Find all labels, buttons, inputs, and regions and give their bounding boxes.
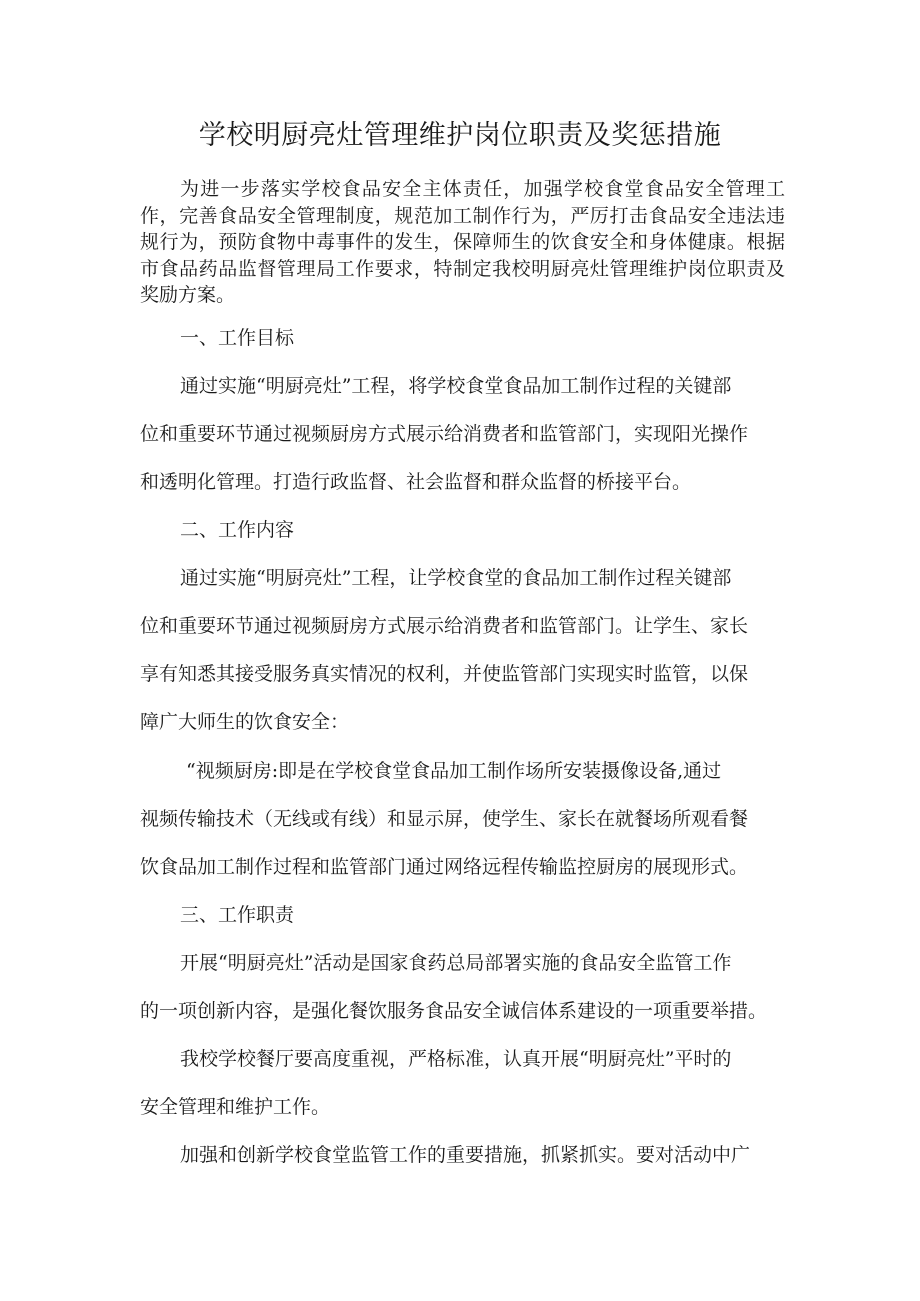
section1-line: 位和重要环节通过视频厨房方式展示给消费者和监管部门，实现阳光操作: [140, 423, 749, 445]
quote-line: 饮食品加工制作过程和监管部门通过网络远程传输监控厨房的展现形式。: [140, 856, 749, 878]
section2-line: 享有知悉其接受服务真实情况的权利，并使监管部门实现实时监管，以保: [140, 663, 749, 685]
quote-line: “视频厨房:即是在学校食堂食品加工制作场所安装摄像设备,通过: [186, 760, 722, 782]
section3-line: 加强和创新学校食堂监管工作的重要措施，抓紧抓实。要对活动中广: [180, 1144, 751, 1166]
section3-line: 开展“明厨亮灶”活动是国家食药总局部署实施的食品安全监管工作: [180, 952, 732, 974]
intro-paragraph: 为进一步落实学校食品安全主体责任，加强学校食堂食品安全管理工作，完善食品安全管理制度，规范加工制作行为，严厉打击食品安全违法违规行为，预防食物中毒事件的发生，保障师生的饮食安全和身体健康。根据市食品药品监督管理局工作要求，特制定我校明厨亮灶管理维护岗位职责及奖励方案。: [140, 178, 785, 306]
section1-line: 和透明化管理。打造行政监督、社会监督和群众监督的桥接平台。: [140, 471, 692, 493]
section3-line: 的一项创新内容，是强化餐饮服务食品安全诚信体系建设的一项重要举措。: [140, 1000, 768, 1022]
section-heading-duties: 三、工作职责: [180, 904, 295, 926]
document-title: 学校明厨亮灶管理维护岗位职责及奖惩措施: [198, 120, 722, 151]
section3-line: 我校学校餐厅要高度重视，严格标准，认真开展“明厨亮灶”平时的: [180, 1048, 732, 1070]
section3-line: 安全管理和维护工作。: [140, 1096, 331, 1118]
quote-line: 视频传输技术（无线或有线）和显示屏，使学生、家长在就餐场所观看餐: [140, 808, 749, 830]
section2-line: 障广大师生的饮食安全：: [140, 711, 350, 733]
section2-line: 位和重要环节通过视频厨房方式展示给消费者和监管部门。让学生、家长: [140, 615, 749, 637]
section-heading-goals: 一、工作目标: [180, 327, 295, 349]
section-heading-content: 二、工作内容: [180, 519, 295, 541]
section1-line: 通过实施“明厨亮灶”工程，将学校食堂食品加工制作过程的关键部: [180, 375, 732, 397]
section2-line: 通过实施“明厨亮灶”工程，让学校食堂的食品加工制作过程关键部: [180, 567, 732, 589]
